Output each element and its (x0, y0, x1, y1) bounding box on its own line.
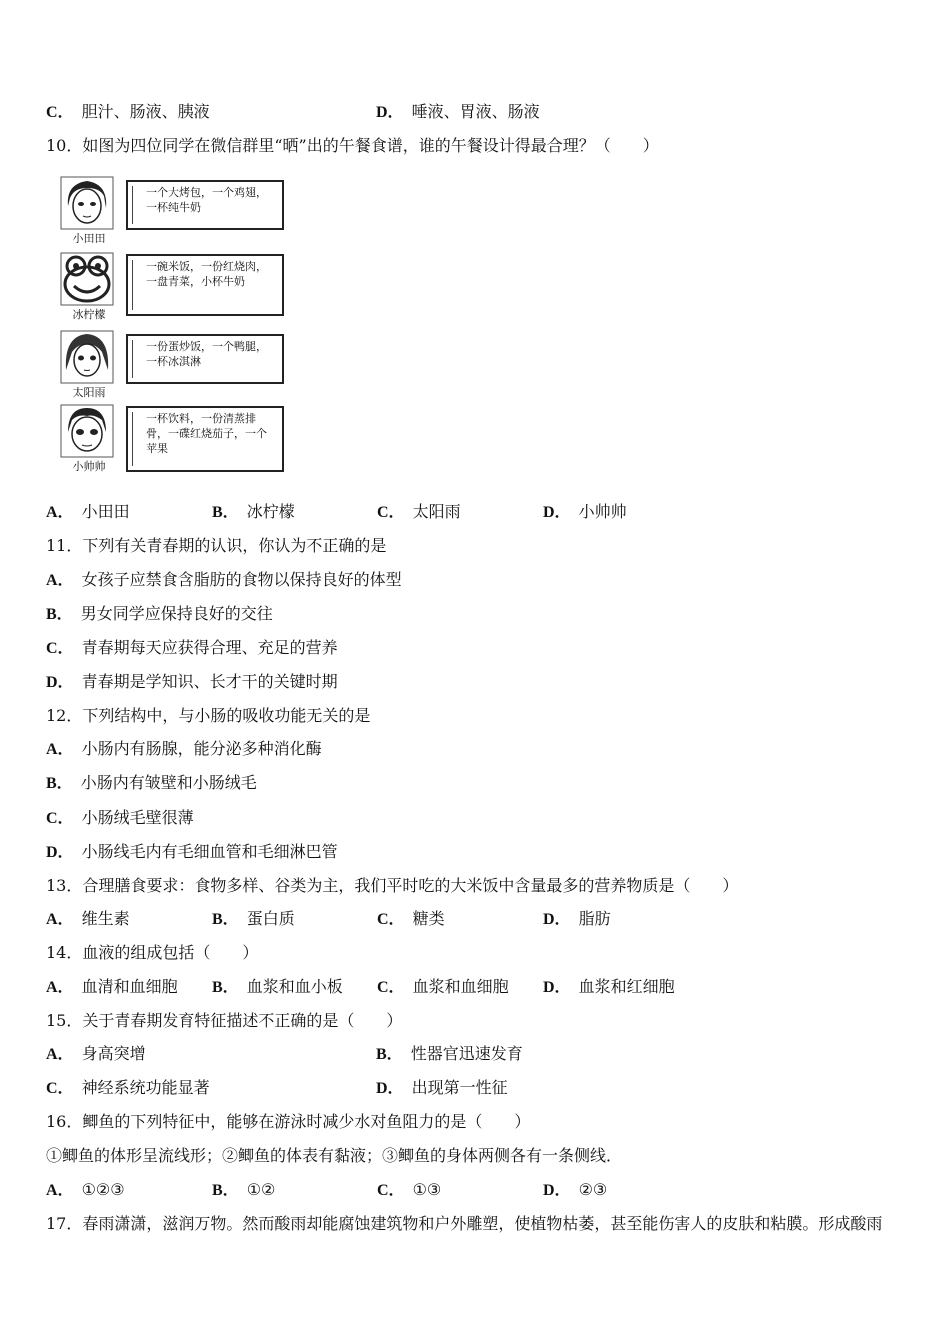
q16-option-b: B． ①② (212, 1180, 276, 1199)
q13-option-d: D． 脂肪 (543, 909, 611, 928)
q9-option-d: D． 唾液、胃液、肠液 (376, 102, 540, 121)
person-4 (58, 404, 120, 476)
q15-option-d: D． 出现第一性征 (376, 1078, 508, 1097)
q11-option-b: B． 男女同学应保持良好的交往 (46, 604, 273, 623)
q10-option-d: D． 小帅帅 (543, 502, 627, 521)
q16-stem: 16．鲫鱼的下列特征中，能够在游泳时减少水对鱼阻力的是（ ） (46, 1112, 531, 1131)
q10-option-a: A． 小田田 (46, 502, 130, 521)
q12-stem: 12．下列结构中，与小肠的吸收功能无关的是 (46, 706, 371, 725)
q11-option-c: C． 青春期每天应获得合理、充足的营养 (46, 638, 338, 657)
q15-stem: 15．关于青春期发育特征描述不正确的是（ ） (46, 1011, 403, 1030)
menu-bubble: 一杯饮料，一份清蒸排骨，一碟红烧茄子，一个苹果 (126, 406, 284, 472)
q16-statements: ①鲫鱼的体形呈流线形；②鲫鱼的体表有黏液；③鲫鱼的身体两侧各有一条侧线． (46, 1146, 623, 1165)
q15-option-a: A． 身高突增 (46, 1044, 146, 1063)
q14-option-c: C． 血浆和血细胞 (377, 977, 509, 996)
q16-option-c: C． ①③ (377, 1180, 442, 1199)
q10-stem: 10．如图为四位同学在微信群里“晒”出的午餐食谱，谁的午餐设计得最合理？（ ） (46, 136, 659, 155)
q12-option-a: A． 小肠内有肠腺，能分泌多种消化酶 (46, 739, 322, 758)
q12-option-c: C． 小肠绒毛壁很薄 (46, 808, 194, 827)
boy-avatar-icon (60, 404, 114, 458)
person-2 (58, 252, 120, 324)
person-1 (58, 176, 120, 248)
q17-stem: 17．春雨潇潇，滋润万物。然而酸雨却能腐蚀建筑物和户外雕塑，使植物枯萎，甚至能伤害人的皮肤和粘膜。形成酸雨 (46, 1214, 883, 1233)
person-3 (58, 330, 120, 402)
menu-bubble: 一碗米饭，一份红烧肉，一盘青菜，小杯牛奶 (126, 254, 284, 316)
q10-option-c: C． 太阳雨 (377, 502, 461, 521)
q14-option-a: A． 血清和血细胞 (46, 977, 178, 996)
q12-option-d: D． 小肠线毛内有毛细血管和毛细淋巴管 (46, 842, 338, 861)
girl-avatar-icon (60, 330, 114, 384)
q13-option-a: A． 维生素 (46, 909, 130, 928)
person-name: 小帅帅 (72, 460, 106, 473)
frog-avatar-icon (60, 252, 114, 306)
menu-bubble: 一个大烤包，一个鸡翅，一杯纯牛奶 (126, 180, 284, 230)
person-name: 太阳雨 (72, 386, 106, 399)
q11-stem: 11．下列有关青春期的认识，你认为不正确的是 (46, 536, 387, 555)
q16-option-a: A． ①②③ (46, 1180, 125, 1199)
q9-option-c: C． 胆汁、肠液、胰液 (46, 102, 210, 121)
q13-option-c: C． 糖类 (377, 909, 445, 928)
q10-lunch-figure (58, 176, 298, 476)
q14-option-d: D． 血浆和红细胞 (543, 977, 675, 996)
q15-option-b: B． 性器官迅速发育 (376, 1044, 523, 1063)
q12-option-b: B． 小肠内有皱壁和小肠绒毛 (46, 773, 257, 792)
q11-option-a: A． 女孩子应禁食含脂肪的食物以保持良好的体型 (46, 570, 402, 589)
person-name: 冰柠檬 (72, 308, 106, 321)
q13-stem: 13．合理膳食要求：食物多样、谷类为主，我们平时吃的大米饭中含量最多的营养物质是（ ） (46, 876, 739, 895)
girl-avatar-icon (60, 176, 114, 230)
q14-option-b: B． 血浆和血小板 (212, 977, 343, 996)
menu-bubble: 一份蛋炒饭，一个鸭腿，一杯冰淇淋 (126, 334, 284, 384)
q13-option-b: B． 蛋白质 (212, 909, 295, 928)
q15-option-c: C． 神经系统功能显著 (46, 1078, 210, 1097)
q11-option-d: D． 青春期是学知识、长才干的关键时期 (46, 672, 338, 691)
q10-option-b: B． 冰柠檬 (212, 502, 295, 521)
q14-stem: 14．血液的组成包括（ ） (46, 943, 259, 962)
person-name: 小田田 (72, 232, 106, 245)
q16-option-d: D． ②③ (543, 1180, 608, 1199)
